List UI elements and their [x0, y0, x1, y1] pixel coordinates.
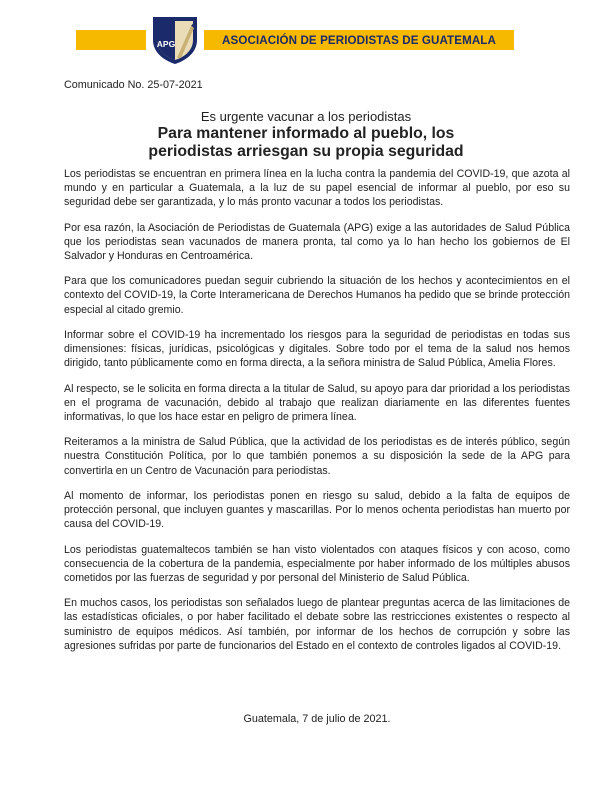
paragraph: Por esa razón, la Asociación de Periodistas de Guatemala (APG) exige a las autoridades de Salud Pública que los periodistas sean vacunados de manera pronta, tal como ya lo han hecho los gobiernos de El Salvador y Honduras en Centroamérica.	[64, 221, 570, 262]
communique-number: Comunicado No. 25-07-2021	[64, 79, 203, 91]
paragraph: Los periodistas guatemaltecos también se han visto violentados con ataques físicos y con acoso, como consecuencia de la cobertura de la pandemia, especialmente por haber informado de los múltiples abusos cometidos por las fuerzas de seguridad y por personal del Ministerio de Salud Pública.	[64, 543, 570, 584]
paragraph: Al respecto, se le solicita en forma directa a la titular de Salud, su apoyo para dar prioridad a los periodistas en el programa de vacunación, debido al trabajo que realizan diariamente en las diferentes fuentes informativas, lo que los hace estar en peligro de primera línea.	[64, 382, 570, 423]
title-block	[60, 108, 552, 161]
paragraph: Los periodistas se encuentran en primera línea en la lucha contra la pandemia del COVID-19, que azota al mundo y en particular a Guatemala, a la luz de su papel esencial de informar al pueblo, por eso su seguridad debe ser garantizada, y lo más pronto vacunar a todos los periodistas.	[64, 168, 570, 209]
organization-name: ASOCIACIÓN DE PERIODISTAS DE GUATEMALA	[222, 33, 496, 47]
subtitle: Es urgente vacunar a los periodistas	[200, 109, 412, 124]
paragraph: Reiteramos a la ministra de Salud Pública, que la actividad de los periodistas es de interés público, según nuestra Constitución Política, por lo que también ponemos a su disposición la sede de la APG para convertirla en un Centro de Vacunación para periodistas.	[64, 436, 570, 477]
paragraph: Para que los comunicadores puedan seguir cubriendo la situación de los hechos y acontecimientos en el contexto del COVID-19, la Corte Interamericana de Derechos Humanos ha pedido que se brinde protección especial al citado gremio.	[64, 275, 570, 316]
paragraph: Informar sobre el COVID-19 ha incrementado los riesgos para la seguridad de periodistas en todas sus dimensiones: físicas, jurídicas, psicológicas y digitales. Sobre todo por el tema de la salud nos hemos dirigido, tanto públicamente como en forma directa, a la señora ministra de Salud Pública, Amelia Flores.	[64, 329, 570, 370]
logo-text: APG	[156, 39, 176, 49]
header-bar-left	[76, 30, 146, 50]
date-line: Guatemala, 7 de julio de 2021.	[243, 713, 391, 725]
apg-shield-logo	[147, 14, 203, 66]
paragraph: Al momento de informar, los periodistas ponen en riesgo su salud, debido a la falta de equipos de protección personal, que incluyen guantes y mascarillas. Por lo menos ochenta periodistas han muerto por causa del COVID-19.	[64, 490, 570, 531]
header-bar-right	[204, 30, 514, 50]
letterhead	[0, 0, 612, 70]
body-text	[64, 167, 570, 664]
paragraph: En muchos casos, los periodistas son señalados luego de plantear preguntas acerca de las limitaciones de las estadísticas oficiales, o por haber facilitado el debate sobre las restricciones existentes o respecto al suministro de equipos médicos. Así también, por informar de los hechos de corrupción y sobre las agresiones sufridas por parte de funcionarios del Estado en el contexto de controles ligados al COVID-19.	[64, 597, 570, 652]
headline-line-2: periodistas arriesgan su propia seguridad	[148, 143, 464, 160]
headline-line-1: Para mantener informado al pueblo, los	[157, 125, 455, 142]
